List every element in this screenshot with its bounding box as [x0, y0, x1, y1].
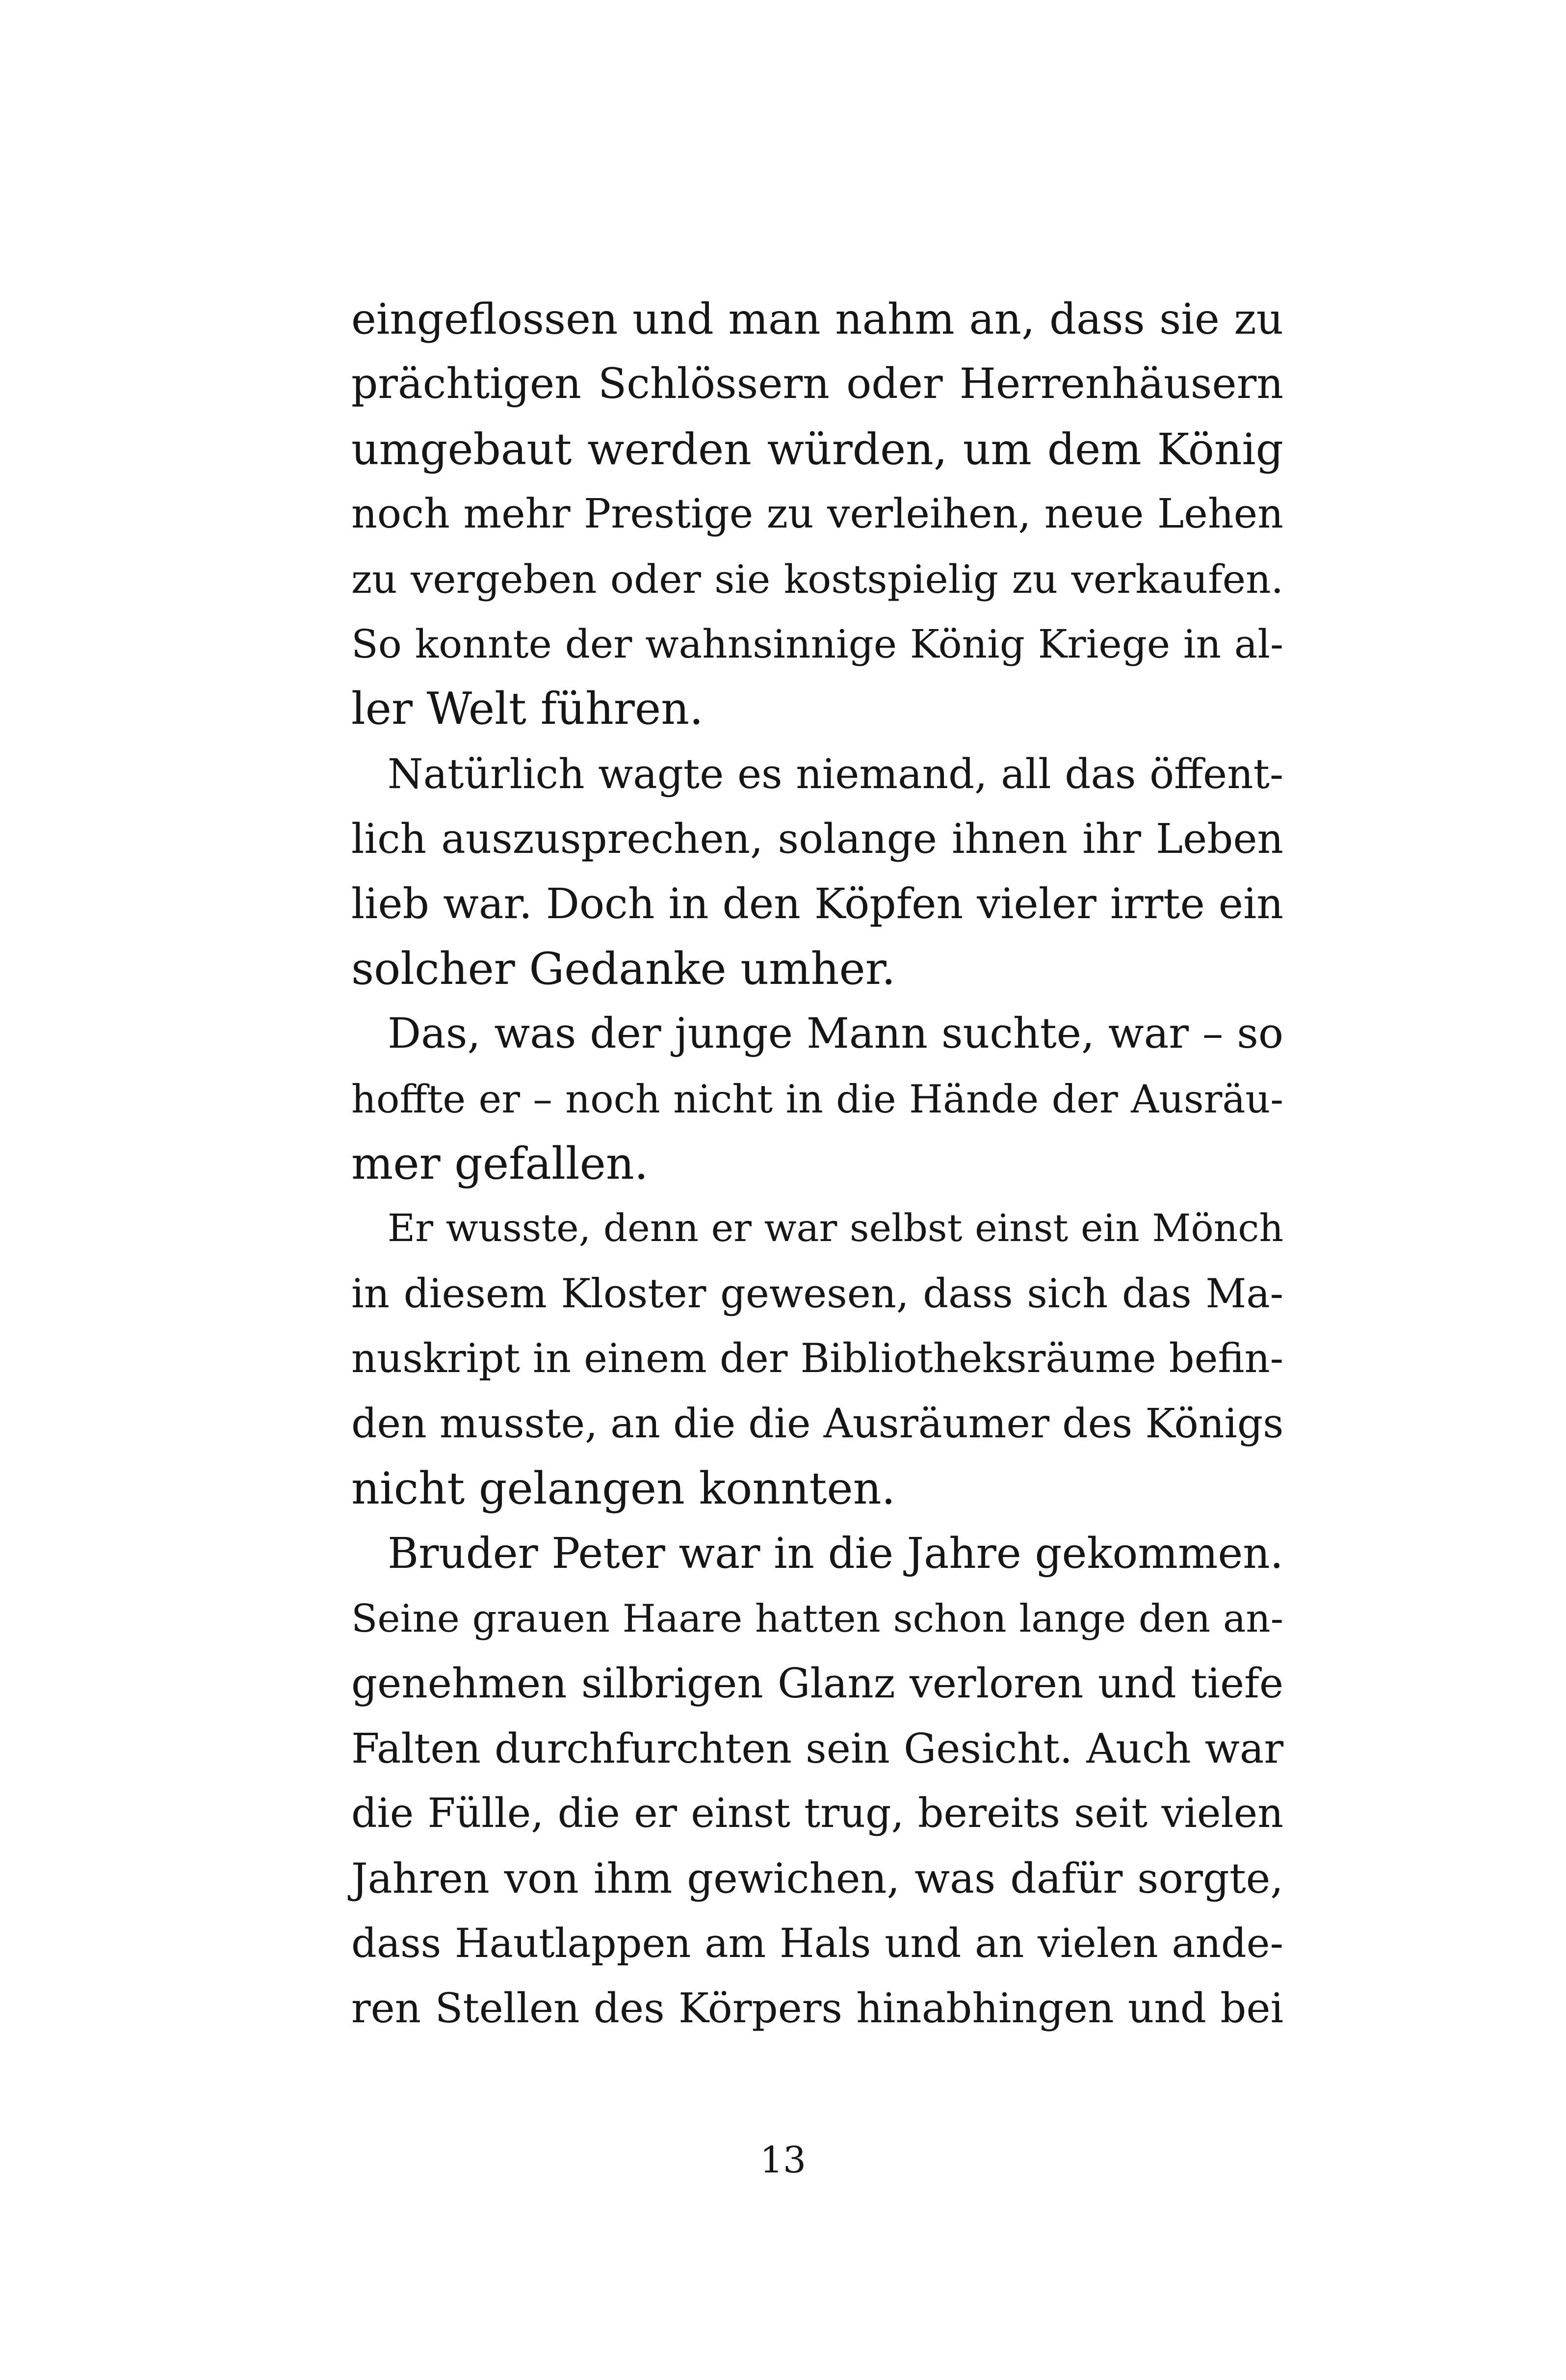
text-line: Falten durchfurchten sein Gesicht. Auch war: [351, 1724, 1283, 1772]
text-line: solcher Gedanke umher.: [351, 943, 896, 995]
text-line: zu vergeben oder sie kostspielig zu verkaufen.: [351, 556, 1283, 602]
text-line: Das, was der junge Mann suchte, war – so: [388, 1009, 1283, 1058]
text-line: Er wusste, denn er war selbst einst ein Mönch: [388, 1207, 1283, 1251]
text-line: So konnte der wahnsinnige König Kriege in al-: [351, 621, 1283, 667]
text-line: lich auszusprechen, solange ihnen ihr Leben: [351, 815, 1283, 863]
text-line: mer gefallen.: [351, 1138, 649, 1190]
text-line: ler Welt führen.: [351, 683, 704, 735]
text-line: genehmen silbrigen Glanz verloren und tiefe: [351, 1660, 1283, 1708]
text-line: Seine grauen Haare hatten schon lange den an-: [351, 1596, 1283, 1641]
text-line: lieb war. Doch in den Köpfen vieler irrte ein: [351, 879, 1283, 928]
text-line: Jahren von ihm gewichen, was dafür sorgte,: [351, 1854, 1283, 1903]
text-line: nicht gelangen konnten.: [351, 1463, 896, 1515]
text-line: umgebaut werden würden, um dem König: [351, 423, 1283, 475]
text-line: den musste, an die die Ausräumer des Königs: [351, 1400, 1284, 1447]
text-line: noch mehr Prestige zu verleihen, neue Lehen: [351, 491, 1283, 538]
text-line: prächtigen Schlössern oder Herrenhäusern: [351, 360, 1283, 409]
text-line: ren Stellen des Körpers hinabhingen und bei: [351, 1984, 1283, 2033]
text-line: hoffte er – noch nicht in die Hände der Ausräu-: [351, 1076, 1283, 1122]
text-line: eingeflossen und man nahm an, dass sie zu: [351, 295, 1283, 344]
page-number: 13: [759, 2139, 807, 2181]
body-text: [351, 287, 1283, 2041]
text-line: dass Hautlappen am Hals und an vielen ande-: [351, 1920, 1283, 1967]
text-line: nuskript in einem der Bibliotheksräume befin-: [351, 1336, 1283, 1382]
text-line: die Fülle, die er einst trug, bereits seit vielen: [351, 1790, 1283, 1837]
text-line: in diesem Kloster gewesen, dass sich das Ma-: [351, 1270, 1283, 1317]
text-line: Bruder Peter war in die Jahre gekommen.: [388, 1529, 1283, 1579]
text-line: Natürlich wagte es niemand, all das öffent-: [388, 750, 1283, 798]
